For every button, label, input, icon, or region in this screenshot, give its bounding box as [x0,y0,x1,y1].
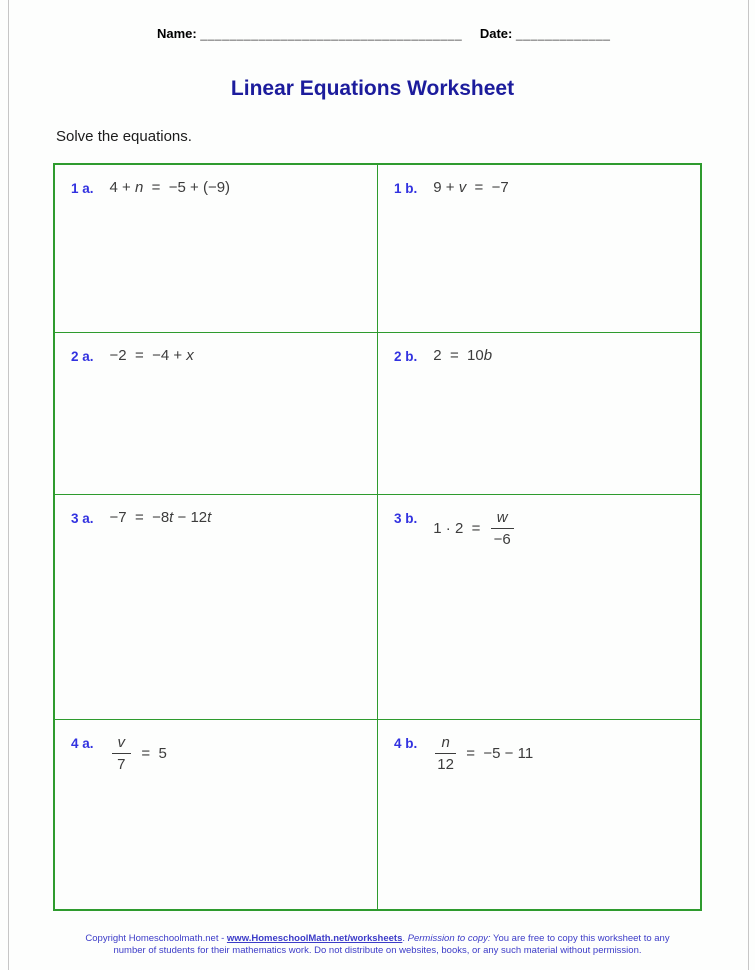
equation: $\frac{n}{12}$ = −5 − 11 [437,734,534,774]
equation: 2 = 10 b [433,347,493,364]
worksheets-link[interactable]: www.HomeschoolMath.net/worksheets [226,933,403,944]
problem-label: 3 a. [71,511,94,526]
problem-cell [378,719,700,909]
problem-label: 3 b. [394,511,418,526]
problem-cell [378,332,700,494]
problem-cell [378,165,700,332]
equation: 4 + n = −5 + (−9) [109,179,231,196]
equation: 9 + v = −7 [433,179,509,196]
problems-table [53,163,702,911]
footer-text: Permission to copy: [407,933,491,944]
equation: −2 = −4 + x [109,347,194,364]
problem-cell [55,719,378,909]
name-blank-line: ____________________________________ [200,27,463,41]
equation: $\frac{v}{7}$ = 5 [110,734,167,774]
date-label: Date: [479,26,513,41]
problem-label: 4 b. [394,736,418,751]
problem-label: 1 b. [394,181,418,196]
footer-text: You are free to copy this worksheet to any [490,933,670,944]
footer-line [0,933,755,945]
problem-label: 1 a. [71,181,94,196]
problem-cell [55,165,378,332]
name-label: Name: [157,26,197,41]
problem-label: 2 b. [394,349,418,364]
problem-label: 2 a. [71,349,94,364]
equation: 1 · 2 = $\frac{w}{-6}$ [433,509,515,549]
footer-line [0,945,755,957]
date-blank-line: _____________ [516,27,611,41]
fraction: $\frac{w}{-6}$ [491,509,514,549]
problem-cell [378,494,700,719]
footer-text: Copyright Homeschoolmath.net - [85,933,227,944]
footer-text: . [402,933,408,944]
problem-label: 4 a. [71,736,94,751]
header-row [157,26,611,41]
footer-copyright [0,933,755,956]
page-title: Linear Equations Worksheet [230,77,515,100]
fraction: $\frac{v}{7}$ [112,734,132,774]
fraction: $\frac{n}{12}$ [437,734,454,774]
footer-text: number of students for their mathematics work. Do not distribute on websites, books, or any such material without permission. [113,944,642,956]
instructions-text: Solve the equations. [56,128,192,145]
page-edge-right [748,0,749,970]
problem-cell [55,494,378,719]
problem-cell [55,332,378,494]
equation: −7 = −8 t − 12 t [109,509,212,526]
page-edge-left [8,0,9,970]
